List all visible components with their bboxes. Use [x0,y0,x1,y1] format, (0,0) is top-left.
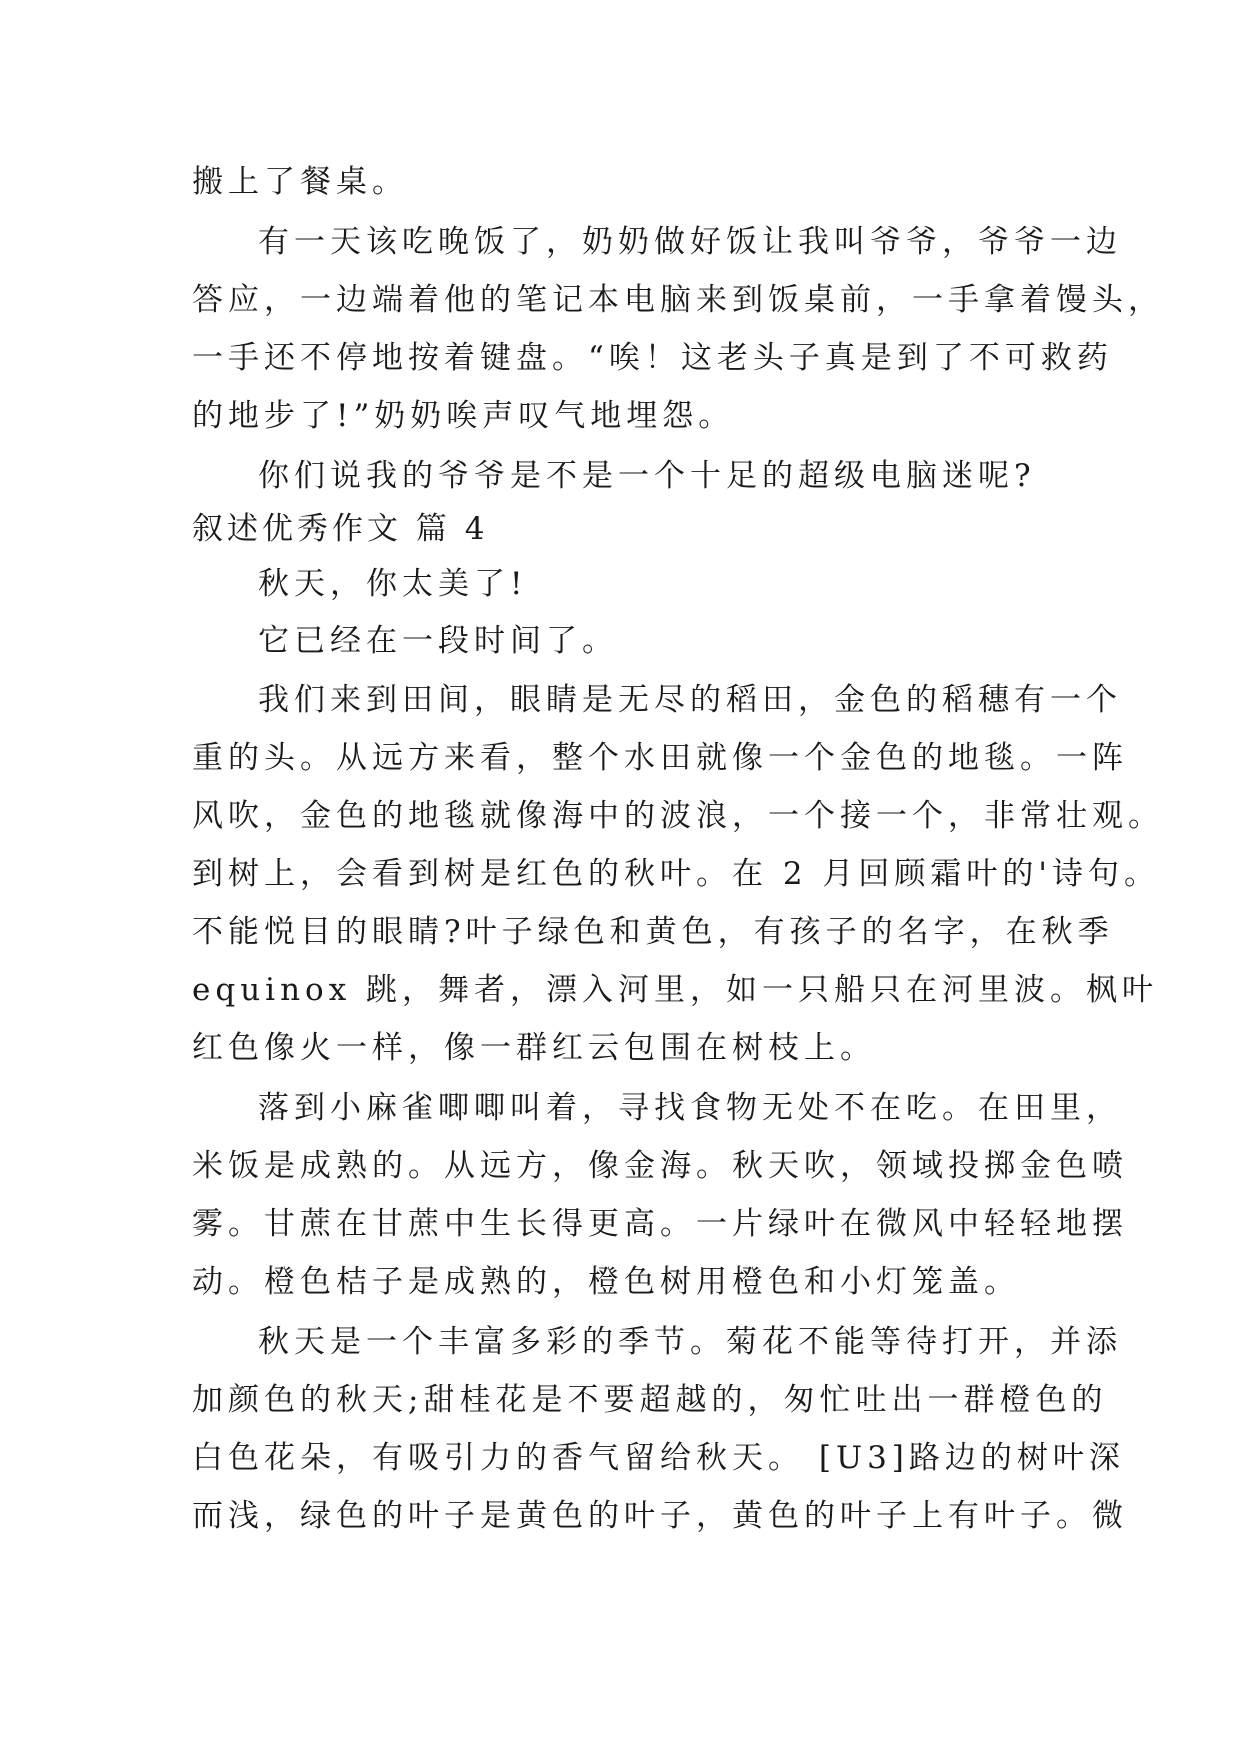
text-line: 答应，一边端着他的笔记本电脑来到饭桌前，一手拿着馒头， [192,282,1164,318]
text-line: 搬上了餐桌。 [192,164,408,200]
paragraph-start-line: 有一天该吃晚饭了，奶奶做好饭让我叫爷爷，爷爷一边 [258,224,1122,260]
text-line: 米饭是成熟的。从远方，像金海。秋天吹，领域投掷金色喷 [192,1148,1128,1184]
paragraph-start-line: 落到小麻雀唧唧叫着，寻找食物无处不在吃。在田里， [258,1090,1122,1126]
text-line: 风吹，金色的地毯就像海中的波浪，一个接一个，非常壮观。 [192,798,1164,834]
text-line: 到树上，会看到树是红色的秋叶。在 2 月回顾霜叶的'诗句。 [192,856,1160,892]
paragraph-start-line: 我们来到田间，眼睛是无尽的稻田，金色的稻穗有一个 [258,682,1122,718]
section-heading: 叙述优秀作文 篇 4 [192,511,489,547]
paragraph-start-line: 你们说我的爷爷是不是一个十足的超级电脑迷呢? [258,458,1036,494]
text-line: 动。橙色桔子是成熟的，橙色树用橙色和小灯笼盖。 [192,1264,1020,1300]
paragraph-start-line: 它已经在一段时间了。 [258,623,618,659]
text-line: 一手还不停地按着键盘。“唉！这老头子真是到了不可救药 [192,340,1113,376]
text-line: 白色花朵，有吸引力的香气留给秋天。 [U3]路边的树叶深 [192,1440,1125,1476]
text-line: 红色像火一样，像一群红云包围在树枝上。 [192,1030,876,1066]
paragraph-start-line: 秋天，你太美了! [258,566,528,602]
text-line: 加颜色的秋天;甜桂花是不要超越的，匆忙吐出一群橙色的 [192,1382,1108,1418]
text-line: 重的头。从远方来看，整个水田就像一个金色的地毯。一阵 [192,740,1128,776]
text-line: equinox 跳，舞者，漂入河里，如一只船只在河里波。枫叶 [192,972,1159,1008]
text-line: 不能悦目的眼睛?叶子绿色和黄色，有孩子的名字，在秋季 [192,914,1114,950]
paragraph-start-line: 秋天是一个丰富多彩的季节。菊花不能等待打开，并添 [258,1324,1122,1360]
text-line: 的地步了!”奶奶唉声叹气地埋怨。 [192,398,735,434]
text-line: 雾。甘蔗在甘蔗中生长得更高。一片绿叶在微风中轻轻地摆 [192,1206,1128,1242]
text-line: 而浅，绿色的叶子是黄色的叶子，黄色的叶子上有叶子。微 [192,1498,1128,1534]
